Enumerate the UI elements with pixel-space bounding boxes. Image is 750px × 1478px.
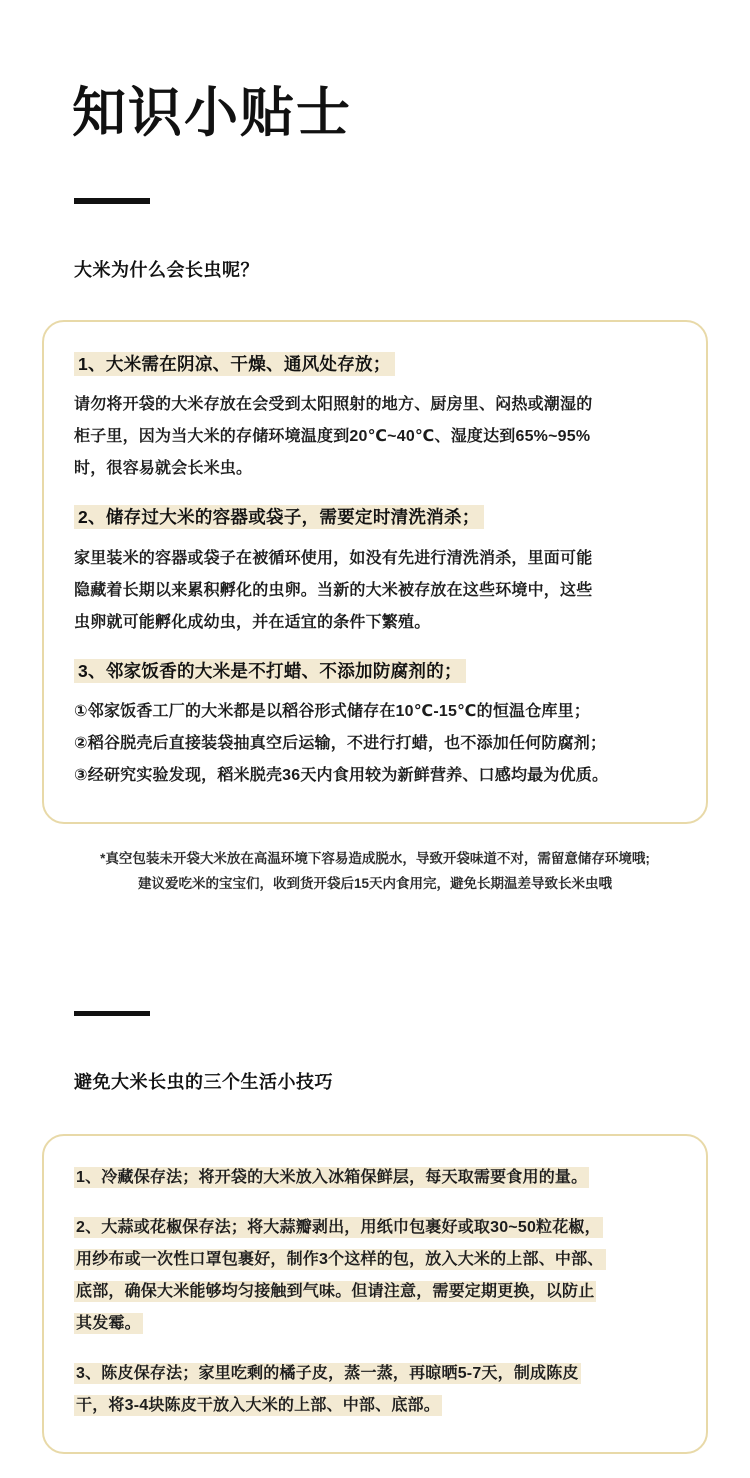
tips-card <box>42 1134 708 1454</box>
text-line: 柜子里，因为当大米的存储环境温度到20℃~40℃、湿度达到65%~95% <box>74 428 591 446</box>
note-line: 建议爱吃米的宝宝们，收到货开袋后15天内食用完，避免长期温差导致长米虫哦 <box>137 876 612 892</box>
reason-1-body <box>74 389 676 485</box>
reason-3-body <box>74 696 676 792</box>
spacer <box>36 897 714 957</box>
text-line: 隐藏着长期以来累积孵化的虫卵。当新的大米被存放在这些环境中，这些 <box>74 581 593 599</box>
note-line: *真空包装未开袋大米放在高温环境下容易造成脱水，导致开袋味道不对，需留意储存环境哦; <box>100 850 650 866</box>
tip-item-1 <box>74 1162 676 1194</box>
reason-2-body <box>74 543 676 639</box>
tip-item-2 <box>74 1212 676 1340</box>
text-line: ③经研究实验发现，稻米脱壳36天内食用较为新鲜营养、口感均最为优质。 <box>74 766 609 784</box>
text-line: 时，很容易就会长米虫。 <box>74 460 253 478</box>
tip-2-text <box>74 1212 676 1340</box>
text-line: 其发霉。 <box>76 1315 141 1333</box>
reasons-card <box>42 320 708 824</box>
text-line: ②稻谷脱壳后直接装袋抽真空后运输，不进行打蜡，也不添加任何防腐剂； <box>74 734 607 752</box>
title-divider <box>74 198 150 204</box>
reason-item-2 <box>74 501 676 638</box>
reason-item-3 <box>74 655 676 792</box>
text-line: ①邻家饭香工厂的大米都是以稻谷形式储存在10℃-15℃的恒温仓库里； <box>74 702 591 720</box>
tip-3-text <box>74 1358 676 1422</box>
section-heading-tips: 避免大米长虫的三个生活小技巧 <box>74 1072 333 1093</box>
text-line: 3、陈皮保存法；家里吃剩的橘子皮，蒸一蒸，再晾晒5-7天，制成陈皮 <box>76 1365 579 1383</box>
reason-1-title: 1、大米需在阴凉、干燥、通风处存放； <box>74 352 395 376</box>
text-line: 家里装米的容器或袋子在被循环使用，如没有先进行清洗消杀，里面可能 <box>74 549 593 567</box>
text-line: 1、冷藏保存法；将开袋的大米放入冰箱保鲜层，每天取需要食用的量。 <box>76 1169 588 1187</box>
reason-3-title: 3、邻家饭香的大米是不打蜡、不添加防腐剂的； <box>74 659 466 683</box>
text-line: 2、大蒜或花椒保存法；将大蒜瓣剥出，用纸巾包裹好或取30~50粒花椒， <box>76 1219 601 1237</box>
text-line: 底部，确保大米能够均匀接触到气味。但请注意，需要定期更换，以防止 <box>76 1283 595 1301</box>
tip-1-text <box>74 1162 676 1194</box>
bottom-spacer <box>36 1454 714 1478</box>
text-line: 请勿将开袋的大米存放在会受到太阳照射的地方、厨房里、闷热或潮湿的 <box>74 396 593 414</box>
page-title: 知识小贴士 <box>72 83 352 143</box>
reason-2-title: 2、储存过大米的容器或袋子，需要定时清洗消杀； <box>74 505 484 529</box>
tip-item-3 <box>74 1358 676 1422</box>
storage-note <box>36 846 714 897</box>
section-divider <box>74 1011 150 1016</box>
text-line: 用纱布或一次性口罩包裹好，制作3个这样的包，放入大米的上部、中部、 <box>76 1251 604 1269</box>
text-line: 干，将3-4块陈皮干放入大米的上部、中部、底部。 <box>76 1397 440 1415</box>
section-heading-why-weevils: 大米为什么会长虫呢？ <box>74 260 259 281</box>
text-line: 虫卵就可能孵化成幼虫，并在适宜的条件下繁殖。 <box>74 613 431 631</box>
reason-item-1 <box>74 348 676 485</box>
